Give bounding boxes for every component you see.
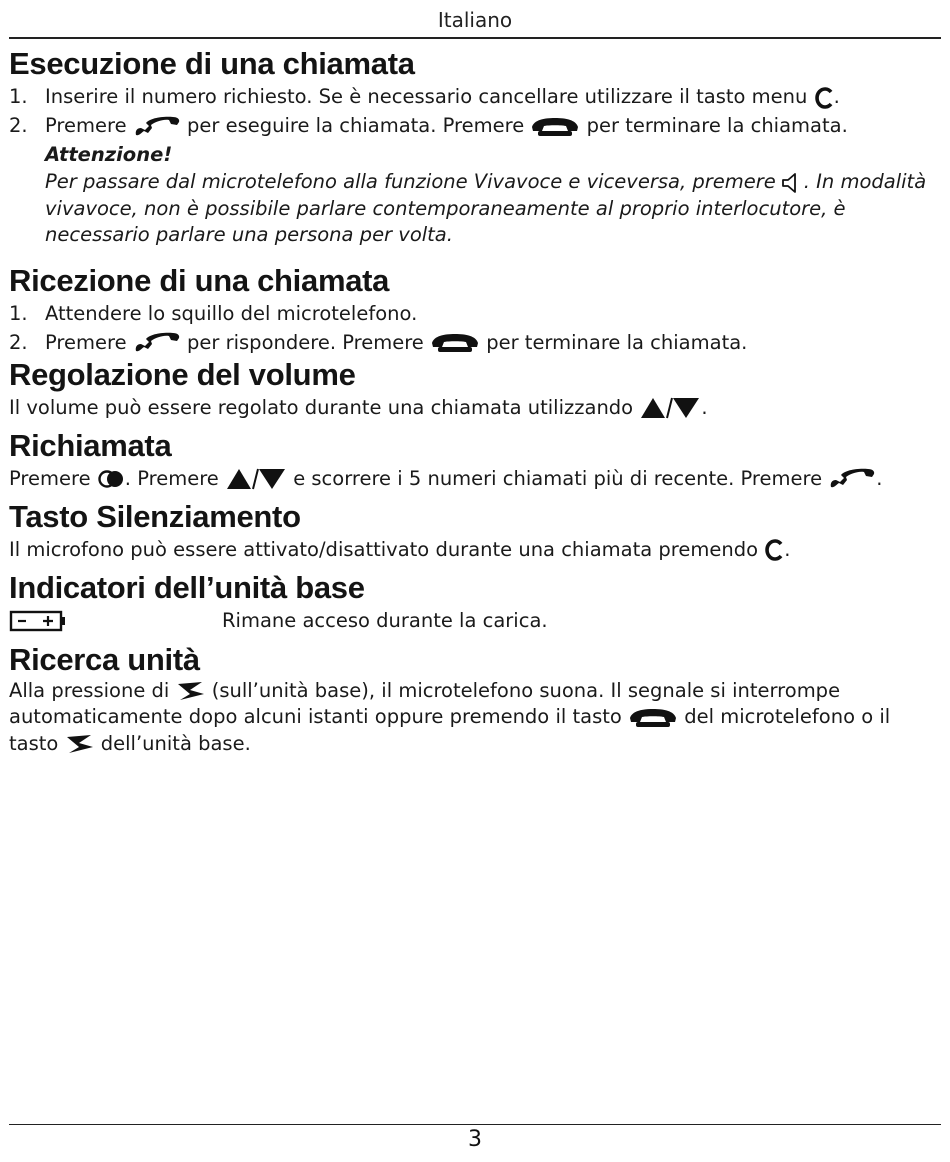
page-content <box>9 46 934 757</box>
note-title: Attenzione! <box>45 143 173 166</box>
receive-step-2: 2. Premere per rispondere. Premere per terminare la chiamata. <box>9 328 934 357</box>
step-number: 2. <box>9 114 28 137</box>
call-step-1-text: Inserire il numero richiesto. Se è necessario cancellare utilizzare il tasto menu <box>45 85 808 108</box>
section-title-volume: Regolazione del volume <box>9 356 356 392</box>
step-number: 1. <box>9 301 28 325</box>
footer-divider <box>9 1124 941 1125</box>
section-title-mute: Tasto Silenziamento <box>9 498 301 534</box>
call-step-2: 2. Premere per eseguire la chiamata. Premere per terminare la chiamata. <box>9 111 934 140</box>
volume-text: Il volume può essere regolato durante una chiamata utilizzando . <box>9 395 708 419</box>
handset-onhook-icon <box>628 707 678 729</box>
header-divider <box>9 37 941 39</box>
battery-indicator-text: Rimane acceso durante la carica. <box>222 609 548 632</box>
section-title-redial: Richiamata <box>9 427 172 463</box>
note-text: Per passare dal microtelefono alla funzione Vivavoce e viceversa, premere . In modalità vivavoce, non è possibile parlare contemporaneamente al proprio interlocutore, è necessario parlare una persona per volta. <box>45 170 927 246</box>
section-title-receive: Ricezione di una chiamata <box>9 262 390 298</box>
section-title-paging: Ricerca unità <box>9 641 200 677</box>
step-number: 1. <box>9 85 28 108</box>
handset-onhook-icon <box>430 332 480 354</box>
redial-key-icon <box>97 468 125 490</box>
redial-text: Premere . Premere e scorrere i 5 numeri chiamati più di recente. Premere . <box>9 466 883 490</box>
section-title-indicators: Indicatori dell’unità base <box>9 569 365 605</box>
handset-onhook-icon <box>530 116 580 138</box>
receive-step-1: 1. Attendere lo squillo del microtelefono. <box>9 299 934 328</box>
menu-c-key-icon <box>814 86 834 110</box>
handset-offhook-icon <box>133 332 181 354</box>
menu-c-key-icon <box>764 538 784 562</box>
handset-offhook-icon <box>133 116 181 138</box>
paging-text: Alla pressione di (sull’unità base), il microtelefono suona. Il segnale si interrompe automaticamente dopo alcuni istanti oppure premendo il tasto del microtelefono o il tasto dell’unità base. <box>9 678 891 755</box>
header-language: Italiano <box>437 8 513 32</box>
step-number: 2. <box>9 330 28 354</box>
call-note <box>9 140 934 249</box>
page-key-icon <box>65 733 95 755</box>
page-key-icon <box>176 680 206 702</box>
up-down-arrows-icon <box>225 467 287 491</box>
up-down-arrows-icon <box>639 396 701 420</box>
mute-text: Il microfono può essere attivato/disattivato durante una chiamata premendo . <box>9 537 791 561</box>
call-step-1: 1. Inserire il numero richiesto. Se è necessario cancellare utilizzare il tasto menu . <box>9 82 934 111</box>
section-title-call: Esecuzione di una chiamata <box>9 46 415 81</box>
battery-icon <box>9 609 67 633</box>
speaker-icon <box>780 171 804 195</box>
battery-indicator-row <box>9 606 934 636</box>
page-number: 3 <box>468 1127 482 1152</box>
handset-offhook-icon <box>828 468 876 490</box>
